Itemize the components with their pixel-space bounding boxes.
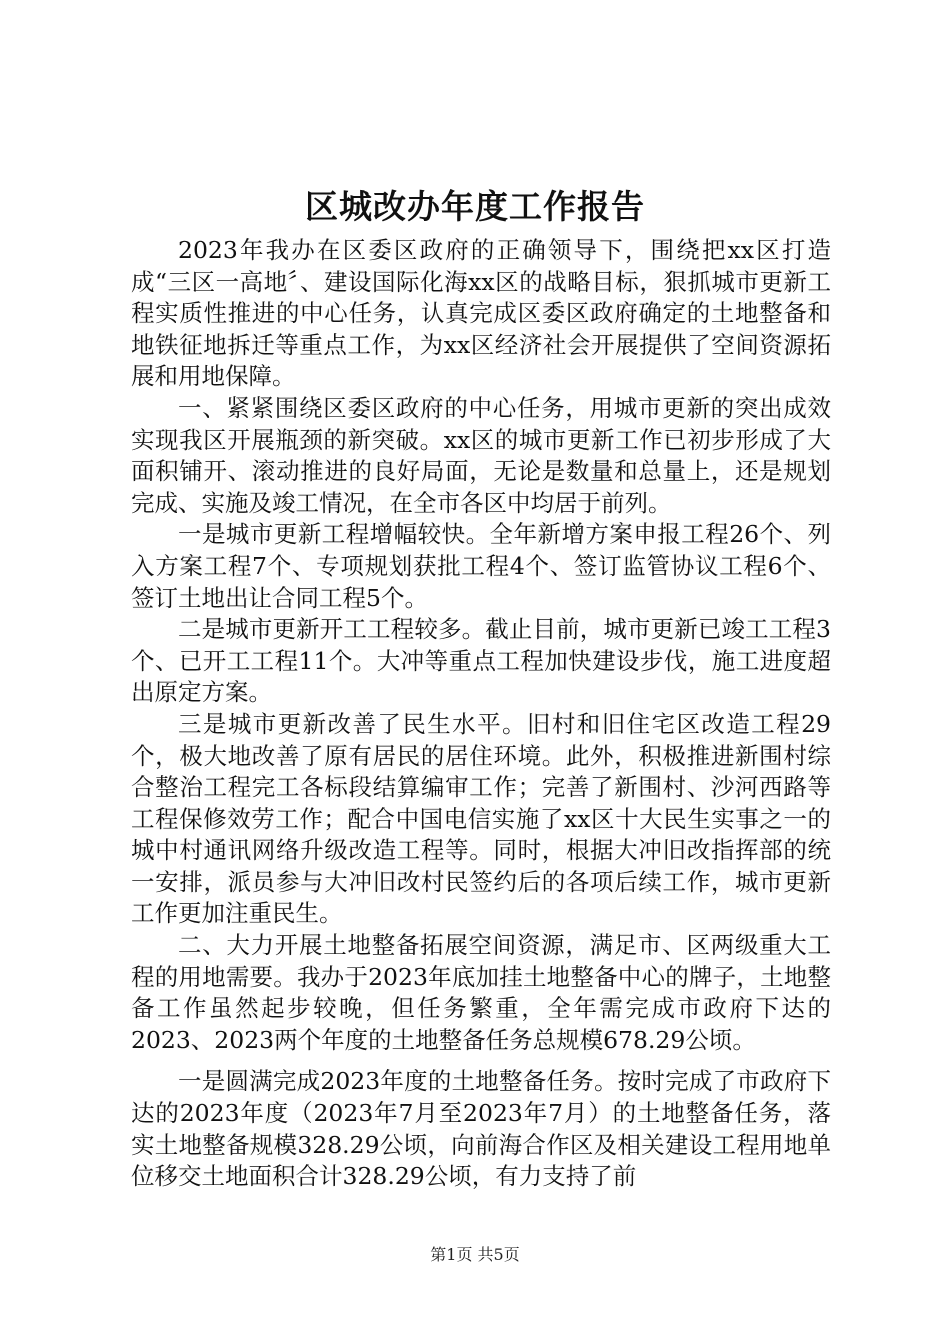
page-footer: 第1页 共5页 — [430, 1245, 520, 1264]
paragraph-item-2: 二是城市更新开工工程较多。截止目前，城市更新已竣工工程3个、已开工工程11个。大冲等重点工程加快建设步伐，施工进度超出原定方案。 — [131, 615, 831, 707]
document-title: 区城改办年度工作报告 — [305, 187, 645, 226]
paragraph-section-2-item-1: 一是圆满完成2023年度的土地整备任务。按时完成了市政府下达的2023年度（2023年7月至2023年7月）的土地整备任务，落实土地整备规模328.29公顷，向前海合作区及相关建设工程用地单位移交土地面积合计328.29公顷，有力支持了前 — [131, 1067, 831, 1191]
paragraph-item-1: 一是城市更新工程增幅较快。全年新增方案申报工程26个、列入方案工程7个、专项规划获批工程4个、签订监管协议工程6个、签订土地出让合同工程5个。 — [131, 520, 831, 612]
paragraph-section-1: 一、紧紧围绕区委区政府的中心任务，用城市更新的突出成效实现我区开展瓶颈的新突破。xx区的城市更新工作已初步形成了大面积铺开、滚动推进的良好局面，无论是数量和总量上，还是规划完成、实施及竣工情况，在全市各区中均居于前列。 — [131, 393, 831, 517]
paragraph-section-2: 二、大力开展土地整备拓展空间资源，满足市、区两级重大工程的用地需要。我办于2023年底加挂土地整备中心的牌子，土地整备工作虽然起步较晚，但任务繁重，全年需完成市政府下达的2023、2023两个年度的土地整备任务总规模678.29公顷。 — [131, 931, 831, 1054]
document-body — [131, 235, 831, 1193]
paragraph-intro: 2023年我办在区委区政府的正确领导下，围绕把xx区打造成“三区一高地〞、建设国际化海xx区的战略目标，狠抓城市更新工程实质性推进的中心任务，认真完成区委区政府确定的土地整备和地铁征地拆迁等重点工作，为xx区经济社会开展提供了空间资源拓展和用地保障。 — [131, 236, 831, 391]
paragraph-item-3: 三是城市更新改善了民生水平。旧村和旧住宅区改造工程29个，极大地改善了原有居民的居住环境。此外，积极推进新围村综合整治工程完工各标段结算编审工作；完善了新围村、沙河西路等工程保修效劳工作；配合中国电信实施了xx区十大民生实事之一的城中村通讯网络升级改造工程等。同时，根据大冲旧改指挥部的统一安排，派员参与大冲旧改村民签约后的各项后续工作，城市更新工作更加注重民生。 — [131, 709, 831, 928]
